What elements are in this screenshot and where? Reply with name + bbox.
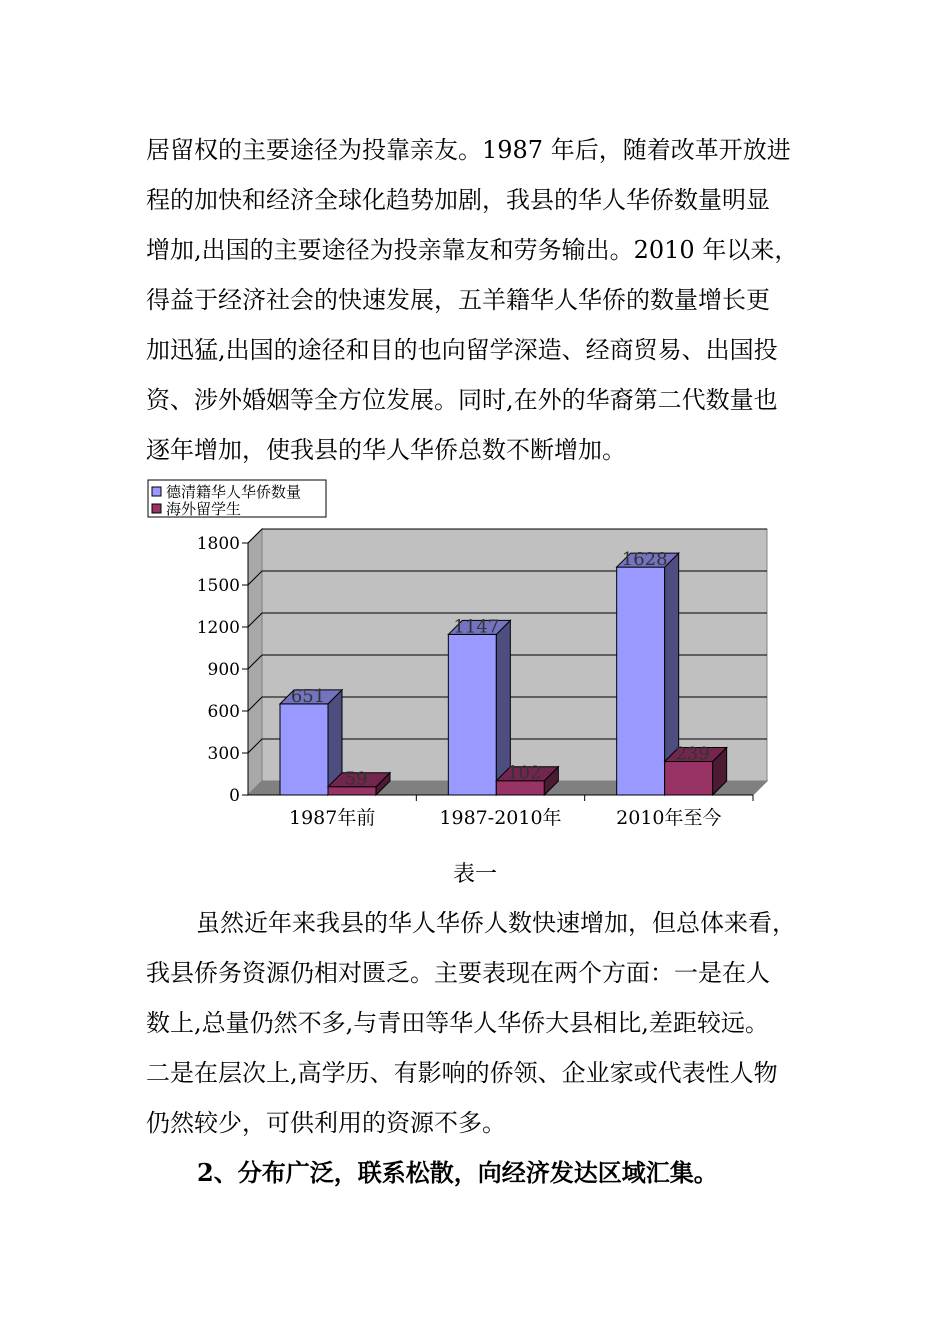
data-label: 1628 (621, 549, 668, 571)
data-label: 59 (344, 768, 368, 790)
paragraph-2 (146, 898, 816, 1148)
legend-label: 海外留学生 (166, 500, 242, 518)
text-line: 资、涉外婚姻等全方位发展。同时,在外的华裔第二代数量也 (146, 386, 778, 414)
bar-front (280, 704, 328, 795)
section-heading: 2、分布广泛，联系松散，向经济发达区域汇集。 (197, 1158, 718, 1187)
data-label: 1147 (453, 616, 500, 638)
legend-swatch (152, 487, 161, 496)
paragraph-1 (146, 125, 816, 475)
chart-caption: 表一 (452, 862, 497, 887)
bar-front (665, 762, 713, 795)
text-line: 虽然近年来我县的华人华侨人数快速增加，但总体来看， (196, 909, 796, 937)
y-tick-label: 300 (207, 744, 240, 764)
text-line: 我县侨务资源仍相对匮乏。主要表现在两个方面：一是在人 (146, 959, 770, 987)
y-tick-label: 1500 (196, 576, 240, 596)
data-label: 102 (507, 762, 542, 784)
legend-swatch (152, 504, 161, 513)
text-line: 居留权的主要途径为投靠亲友。1987 年后，随着改革开放进 (146, 136, 791, 164)
data-label: 239 (675, 743, 710, 765)
x-category-label: 1987年前 (288, 807, 376, 829)
y-tick-label: 1200 (196, 618, 240, 638)
y-tick-label: 600 (207, 702, 240, 722)
bar-front (617, 567, 665, 795)
bar-chart (140, 478, 780, 838)
text-line: 二是在层次上,高学历、有影响的侨领、企业家或代表性人物 (146, 1059, 778, 1087)
text-line: 得益于经济社会的快速发展，五羊籍华人华侨的数量增长更 (146, 286, 770, 314)
text-line: 数上,总量仍然不多,与青田等华人华侨大县相比,差距较远。 (146, 1009, 769, 1037)
text-line: 仍然较少，可供利用的资源不多。 (146, 1109, 506, 1137)
legend-label: 德清籍华人华侨数量 (166, 483, 302, 501)
y-tick-label: 0 (229, 786, 240, 806)
data-label: 651 (290, 685, 326, 707)
text-line: 增加,出国的主要途径为投亲靠友和劳务输出。2010 年以来， (146, 236, 799, 264)
bar-front (448, 634, 496, 795)
x-category-label: 1987-2010年 (439, 807, 562, 829)
text-line: 程的加快和经济全球化趋势加剧，我县的华人华侨数量明显 (146, 186, 770, 214)
text-line: 逐年增加，使我县的华人华侨总数不断增加。 (146, 436, 626, 464)
text-line: 加迅猛,出国的途径和目的也向留学深造、经商贸易、出国投 (146, 336, 778, 364)
x-category-label: 2010年至今 (616, 807, 722, 829)
y-tick-label: 1800 (196, 534, 240, 554)
y-tick-label: 900 (207, 660, 240, 680)
